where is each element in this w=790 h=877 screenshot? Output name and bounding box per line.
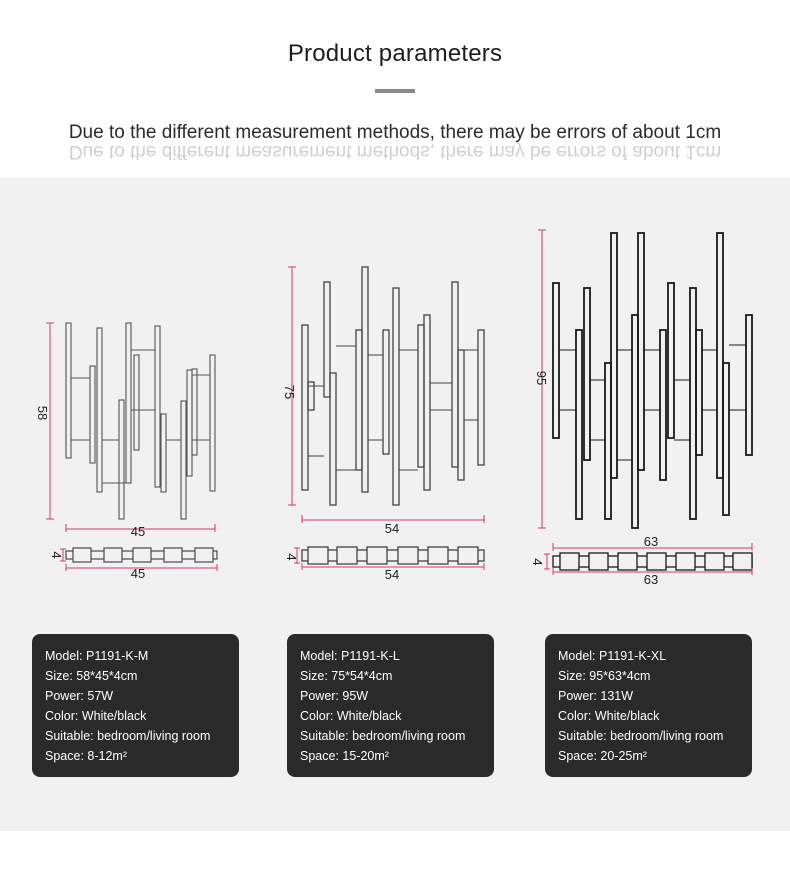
lamp-tube bbox=[696, 330, 702, 455]
lamp-tube bbox=[356, 330, 362, 470]
spec-size: Size: 58*45*4cm bbox=[45, 669, 138, 683]
lamp-tube bbox=[134, 355, 139, 450]
width-label-m: 45 bbox=[130, 524, 146, 539]
spec-card-l bbox=[287, 634, 494, 777]
lamp-tube bbox=[383, 330, 389, 454]
lamp-tube bbox=[458, 350, 464, 480]
lamp-tube bbox=[418, 325, 424, 467]
base-block bbox=[676, 553, 695, 570]
spec-model: Model: P1191-K-XL bbox=[558, 649, 667, 663]
spec-model: Model: P1191-K-L bbox=[300, 649, 400, 663]
height-label-l: 75 bbox=[282, 384, 297, 400]
lamp-tube bbox=[605, 363, 611, 519]
height-label-m: 58 bbox=[35, 405, 50, 421]
lamp-tube bbox=[330, 373, 336, 505]
lamp-tube bbox=[192, 369, 197, 455]
base-block bbox=[398, 547, 418, 564]
base-block bbox=[733, 553, 752, 570]
lamp-tube bbox=[452, 282, 458, 467]
lamp-tube bbox=[553, 283, 559, 438]
base-block bbox=[308, 547, 328, 564]
lamp-tube bbox=[210, 355, 215, 491]
base-width-label-l: 54 bbox=[384, 567, 400, 582]
base-block bbox=[705, 553, 724, 570]
spec-power: Power: 57W bbox=[45, 689, 114, 703]
width-label-l: 54 bbox=[384, 521, 400, 536]
lamp-tube bbox=[181, 401, 186, 519]
depth-label-m: 4 bbox=[49, 551, 64, 559]
lamp-tube bbox=[362, 267, 368, 492]
depth-label-xl: 4 bbox=[530, 558, 545, 566]
lamp-tube bbox=[632, 315, 638, 528]
lamp-tube bbox=[424, 315, 430, 490]
lamp-tube bbox=[66, 323, 71, 458]
lamp-tube bbox=[723, 363, 729, 515]
lamp-tube bbox=[611, 233, 617, 478]
base-block bbox=[618, 553, 637, 570]
lamp-tube bbox=[576, 330, 582, 519]
base-block bbox=[367, 547, 387, 564]
base-block bbox=[195, 548, 213, 562]
base-block bbox=[589, 553, 608, 570]
lamp-tube bbox=[187, 370, 192, 476]
lamp-tube bbox=[668, 283, 674, 438]
base-strip bbox=[302, 550, 484, 561]
spec-suitable: Suitable: bedroom/living room bbox=[558, 729, 724, 743]
lamp-tube bbox=[324, 282, 330, 397]
lamp-tube bbox=[478, 330, 484, 465]
lamp-tube bbox=[717, 233, 723, 478]
spec-suitable: Suitable: bedroom/living room bbox=[300, 729, 466, 743]
spec-space: Space: 8-12m² bbox=[45, 749, 127, 763]
lamp-tube bbox=[97, 328, 102, 492]
height-label-xl: 95 bbox=[534, 370, 549, 386]
lamp-tube bbox=[638, 233, 644, 470]
base-block bbox=[647, 553, 666, 570]
base-block bbox=[337, 547, 357, 564]
lamp-tube bbox=[393, 288, 399, 505]
width-label-xl: 63 bbox=[643, 534, 659, 549]
depth-label-l: 4 bbox=[284, 553, 299, 561]
spec-color: Color: White/black bbox=[558, 709, 660, 723]
base-block bbox=[458, 547, 478, 564]
lamp-tube bbox=[126, 323, 131, 483]
spec-space: Space: 20-25m² bbox=[558, 749, 647, 763]
base-block bbox=[560, 553, 579, 570]
lamp-tube bbox=[161, 414, 166, 492]
base-block bbox=[104, 548, 122, 562]
base-block bbox=[164, 548, 182, 562]
spec-suitable: Suitable: bedroom/living room bbox=[45, 729, 211, 743]
base-block bbox=[428, 547, 448, 564]
measurement-note-reflection: Due to the different measurement methods, there may be errors of about 1cm bbox=[68, 141, 722, 162]
lamp-tube bbox=[302, 325, 308, 490]
base-width-label-xl: 63 bbox=[643, 572, 659, 587]
lamp-tube bbox=[690, 288, 696, 519]
spec-space: Space: 15-20m² bbox=[300, 749, 389, 763]
spec-size: Size: 95*63*4cm bbox=[558, 669, 651, 683]
spec-size: Size: 75*54*4cm bbox=[300, 669, 393, 683]
lamp-tube bbox=[746, 315, 752, 455]
spec-power: Power: 95W bbox=[300, 689, 369, 703]
spec-card-xl bbox=[545, 634, 752, 777]
base-width-label-m: 45 bbox=[130, 566, 146, 581]
spec-power: Power: 131W bbox=[558, 689, 634, 703]
lamp-tube bbox=[155, 326, 160, 487]
spec-card-m bbox=[32, 634, 239, 777]
lamp-tube bbox=[90, 366, 95, 463]
page-title: Product parameters bbox=[287, 40, 503, 67]
lamp-tube bbox=[660, 330, 666, 480]
lamp-drawing-xl bbox=[538, 230, 752, 575]
spec-model: Model: P1191-K-M bbox=[45, 649, 149, 663]
base-block bbox=[73, 548, 91, 562]
lamp-tube bbox=[584, 288, 590, 460]
spec-color: Color: White/black bbox=[300, 709, 402, 723]
spec-color: Color: White/black bbox=[45, 709, 147, 723]
base-block bbox=[133, 548, 151, 562]
lamp-tube bbox=[119, 400, 124, 519]
measurement-note: Due to the different measurement methods, there may be errors of about 1cm bbox=[68, 122, 722, 143]
